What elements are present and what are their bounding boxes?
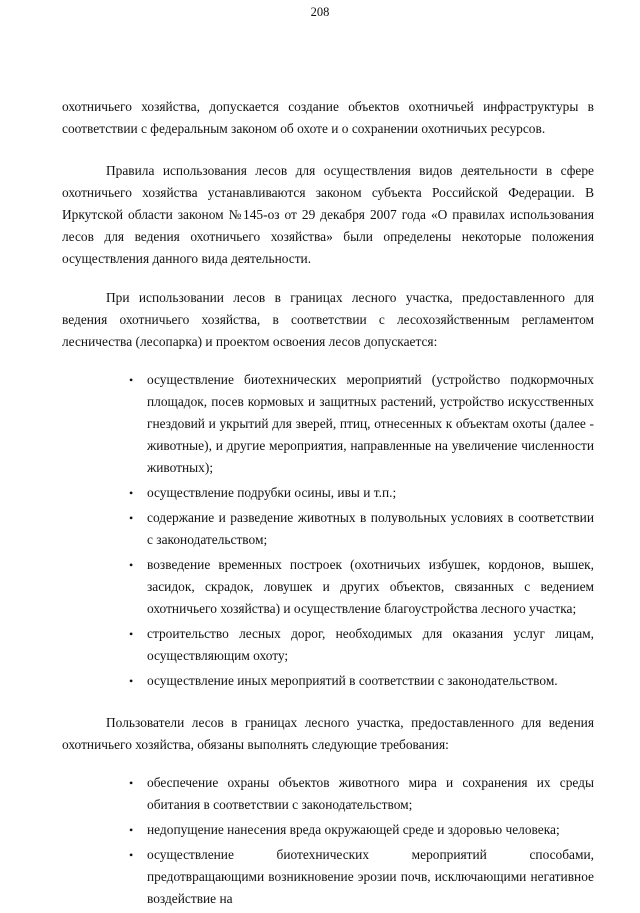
page-number: 208: [310, 5, 330, 19]
list-item-text: строительство лесных дорог, необходимых для оказания услуг лицам, осуществляющим охоту;: [147, 626, 594, 663]
paragraph-3: При использовании лесов в границах лесного участка, предоставленного для ведения охотничьего хозяйства, в соответствии с лесохозяйственным регламентом лесничества (лесопарка) и проектом освоения лесов допускается:: [62, 290, 594, 349]
list-item: [62, 554, 594, 620]
bullet-icon: •: [129, 823, 134, 837]
list-item: [62, 623, 594, 667]
bullet-icon: •: [129, 627, 134, 641]
list-item: [62, 482, 594, 504]
list-item-text: недопущение нанесения вреда окружающей среде и здоровью человека;: [147, 822, 560, 837]
paragraph-2: Правила использования лесов для осуществления видов деятельности в сфере охотничьего хозяйства устанавливаются законом субъекта Российской Федерации. В Иркутской области законом №145-оз от 29 декабря 2007 года «О правилах использования лесов для ведения охотничьего хозяйства» были определены некоторые положения осуществления данного вида деятельности.: [62, 163, 594, 266]
permitted-activities-list: [62, 369, 594, 692]
requirements-list: [62, 772, 594, 910]
bullet-icon: •: [129, 511, 134, 525]
bullet-icon: •: [129, 848, 134, 862]
list-item-text: осуществление подрубки осины, ивы и т.п.;: [147, 485, 397, 500]
paragraph-1: охотничьего хозяйства, допускается создание объектов охотничьей инфраструктуры в соответствии с федеральным законом об охоте и о сохранении охотничьих ресурсов.: [62, 99, 594, 136]
list-item: [62, 507, 594, 551]
bullet-icon: •: [129, 558, 134, 572]
bullet-icon: •: [129, 776, 134, 790]
list-item: [62, 670, 594, 692]
paragraph-4: Пользователи лесов в границах лесного участка, предоставленного для ведения охотничьего хозяйства, обязаны выполнять следующие требования:: [62, 715, 594, 752]
list-item-text: содержание и разведение животных в полувольных условиях в соответствии с законодательством;: [147, 510, 594, 547]
document-body: [62, 96, 594, 913]
bullet-icon: •: [129, 373, 134, 387]
bullet-icon: •: [129, 486, 134, 500]
list-item-text: возведение временных построек (охотничьих избушек, кордонов, вышек, засидок, скрадок, ловушек и других объектов, связанных с ведением охотничьего хозяйства) и осуществление благоустройства лесного участка;: [147, 557, 594, 616]
list-item-text: осуществление биотехнических мероприятий способами, предотвращающими возникновение эрозии почв, исключающими негативное воздействие на: [147, 847, 594, 906]
list-item-text: осуществление биотехнических мероприятий (устройство подкормочных площадок, посев кормовых и защитных растений, устройство искусственных гнездовий и укрытий для зверей, птиц, отнесенных к объектам охоты (далее - животные), и другие мероприятия, направленные на увеличение численности животных);: [147, 372, 594, 475]
list-item: [62, 772, 594, 816]
list-item: [62, 844, 594, 910]
list-item-text: осуществление иных мероприятий в соответствии с законодательством.: [147, 673, 558, 688]
list-item: [62, 819, 594, 841]
list-item-text: обеспечение охраны объектов животного мира и сохранения их среды обитания в соответствии с законодательством;: [147, 775, 594, 812]
list-item: [62, 369, 594, 479]
bullet-icon: •: [129, 674, 134, 688]
